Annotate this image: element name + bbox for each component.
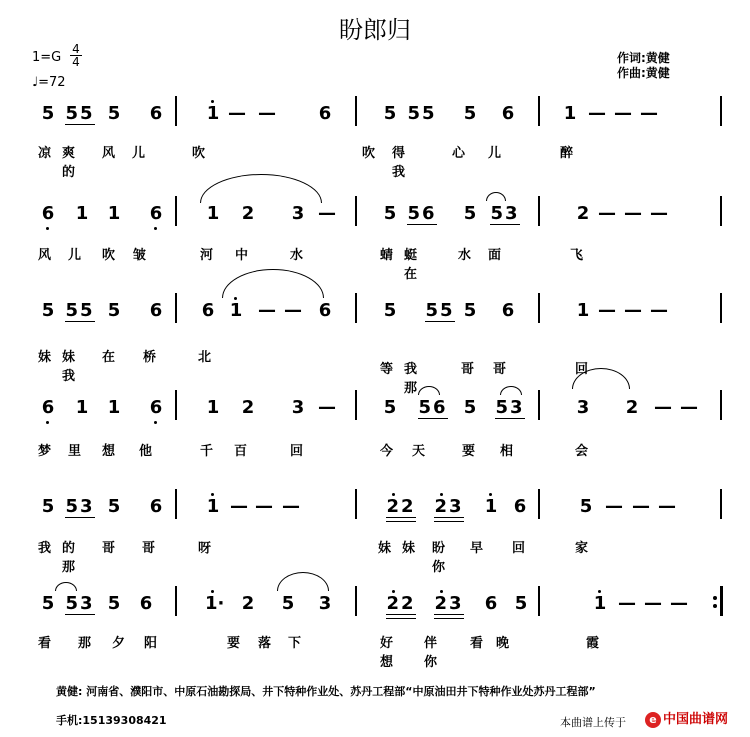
slur-arc: [277, 572, 329, 591]
bar-line: [538, 586, 540, 616]
lyric: 我: [38, 541, 52, 556]
lyric: 看: [470, 636, 484, 651]
bar-line: [355, 96, 357, 126]
lyric: 里: [68, 444, 82, 459]
slur-arc: [200, 174, 322, 203]
note: 5: [41, 300, 55, 321]
slur-arc: [500, 386, 522, 395]
octave-dot-above: [392, 590, 395, 593]
note: 53: [495, 397, 525, 418]
lyric: 呀: [198, 541, 212, 556]
lyric: 霞: [586, 636, 600, 651]
note: —: [228, 103, 246, 124]
note: 5: [107, 300, 121, 321]
octave-dot-below: [46, 227, 49, 230]
slur-arc: [418, 386, 440, 395]
note: 53: [65, 496, 95, 517]
credits: [617, 51, 670, 81]
note: 6: [149, 300, 163, 321]
bar-line: [538, 489, 540, 519]
note: —: [598, 300, 616, 321]
note: 55: [407, 103, 437, 124]
bar-line: [175, 489, 177, 519]
lyric: 他: [139, 444, 153, 459]
note: 2: [241, 593, 255, 614]
lyric: 我 那: [404, 362, 418, 396]
lyric: 醉: [560, 146, 574, 161]
lyric: 夕: [112, 636, 126, 651]
lyricist: 作词:黄健: [617, 51, 670, 65]
lyric: 风: [102, 146, 116, 161]
lyric: 相: [500, 444, 514, 459]
lyric: 中: [235, 248, 249, 263]
octave-dot-below: [154, 421, 157, 424]
key-signature: 1=G: [32, 50, 62, 65]
note: 6: [149, 103, 163, 124]
note: 5: [41, 103, 55, 124]
bar-line: [538, 390, 540, 420]
note: 5: [107, 103, 121, 124]
note: 23: [434, 594, 464, 614]
bar-line: [175, 96, 177, 126]
note: —: [624, 203, 642, 224]
note: 6: [501, 103, 515, 124]
time-signature: [70, 43, 82, 68]
note: —: [318, 203, 336, 224]
bar-line: [355, 586, 357, 616]
slur-arc: [222, 269, 324, 298]
lyric: 桥: [143, 350, 157, 365]
lyric: 哥: [102, 541, 116, 556]
bar-line: [175, 390, 177, 420]
lyric: 伴 你: [424, 636, 438, 670]
lyric: 晚: [496, 636, 510, 651]
bar-line: [538, 293, 540, 323]
note: 22: [386, 594, 416, 614]
note: —: [670, 593, 688, 614]
note: 1: [107, 397, 121, 418]
octave-dot-above: [392, 493, 395, 496]
note: 6: [513, 496, 527, 517]
note: —: [605, 496, 623, 517]
note: —: [618, 593, 636, 614]
note: 6: [139, 593, 153, 614]
octave-dot-above: [440, 590, 443, 593]
bar-line: [175, 196, 177, 226]
note: —: [230, 496, 248, 517]
lyric: 要: [462, 444, 476, 459]
slur-arc: [486, 192, 506, 201]
note: 3: [291, 203, 305, 224]
note: 6: [318, 103, 332, 124]
lyric: 回: [575, 362, 589, 377]
bar-line: [175, 293, 177, 323]
lyric: 风: [38, 248, 52, 263]
lyric: 凉: [38, 146, 52, 161]
note: 5: [383, 397, 397, 418]
song-title: 盼郎归: [339, 16, 411, 44]
lyric: 阳: [144, 636, 158, 651]
lyric: 千: [200, 444, 214, 459]
note: 6: [40, 204, 56, 224]
lyric: 得 我: [392, 146, 406, 180]
note: 5: [579, 496, 593, 517]
bar-line: [720, 586, 723, 616]
slur-arc: [55, 582, 77, 591]
octave-dot-below: [154, 227, 157, 230]
lyric: 儿: [68, 248, 82, 263]
octave-dot-above: [598, 590, 601, 593]
note: 1·: [205, 594, 221, 614]
note: —: [258, 300, 276, 321]
lyric: 那: [78, 636, 92, 651]
lyric: 回: [290, 444, 304, 459]
lyric: 吹: [362, 146, 376, 161]
lyric: 妹: [378, 541, 392, 556]
note: 2: [241, 397, 255, 418]
note: 1: [228, 301, 244, 321]
note: —: [598, 203, 616, 224]
site-logo-icon: e: [645, 712, 661, 728]
lyric: 家: [575, 541, 589, 556]
bar-line: [355, 390, 357, 420]
bar-line: [355, 489, 357, 519]
lyric: 梦: [38, 444, 52, 459]
lyric: 哥: [461, 362, 475, 377]
lyric: 妹: [402, 541, 416, 556]
note: 3: [576, 397, 590, 418]
note: —: [588, 103, 606, 124]
note: —: [624, 300, 642, 321]
note: 1: [592, 594, 608, 614]
note: 5: [463, 103, 477, 124]
note: —: [640, 103, 658, 124]
lyric: 心: [452, 146, 466, 161]
note: 22: [386, 497, 416, 517]
note: 6: [149, 496, 163, 517]
time-sig-top: 4: [72, 42, 80, 56]
note: 23: [434, 497, 464, 517]
bar-line: [175, 586, 177, 616]
note: 55: [425, 300, 455, 321]
note: 1: [563, 103, 577, 124]
note: 5: [107, 496, 121, 517]
note: 1: [75, 203, 89, 224]
lyric: 吹: [192, 146, 206, 161]
lyric: 河: [200, 248, 214, 263]
lyric: 好 想: [380, 636, 394, 670]
lyric: 天: [412, 444, 426, 459]
note: 6: [484, 593, 498, 614]
bar-line: [720, 96, 722, 126]
lyric: 要: [227, 636, 241, 651]
note: 6: [318, 300, 332, 321]
lyric: 哥: [142, 541, 156, 556]
note: —: [650, 300, 668, 321]
author-address: 黄健: 河南省、濮阳市、中原石油勘探局、井下特种作业处、苏丹工程部“中原油田井下特种作业处苏丹工程部”: [56, 685, 596, 698]
lyric: 盼 你: [432, 541, 446, 575]
note: —: [318, 397, 336, 418]
note: 1: [483, 497, 499, 517]
octave-dot-below: [46, 421, 49, 424]
lyric: 蜓 在: [404, 248, 418, 282]
lyric: 的 那: [62, 541, 76, 575]
octave-dot-above: [440, 493, 443, 496]
bar-line: [720, 390, 722, 420]
note: —: [614, 103, 632, 124]
lyric: 早: [470, 541, 484, 556]
upload-note: 本曲谱上传于: [560, 716, 626, 729]
note: 1: [206, 397, 220, 418]
site-name: 中国曲谱网: [663, 712, 729, 727]
lyric: 妹 我: [62, 350, 76, 384]
note: 53: [490, 203, 520, 224]
lyric: 爽 的: [62, 146, 76, 180]
note: —: [658, 496, 676, 517]
octave-dot-above: [211, 493, 214, 496]
note: 6: [148, 204, 164, 224]
octave-dot-above: [211, 590, 214, 593]
note: 6: [40, 398, 56, 418]
note: 5: [463, 397, 477, 418]
lyric: 皱: [133, 248, 147, 263]
lyric: 落: [258, 636, 272, 651]
lyric: 北: [198, 350, 212, 365]
octave-dot-above: [489, 493, 492, 496]
note: 56: [418, 397, 448, 418]
lyric: 今: [380, 444, 394, 459]
note: 5: [281, 593, 295, 614]
tempo-value: =72: [38, 75, 66, 90]
lyric: 水: [290, 248, 304, 263]
note: 55: [65, 103, 95, 124]
lyric: 百: [234, 444, 248, 459]
lyric: 哥: [493, 362, 507, 377]
lyric: 儿: [488, 146, 502, 161]
time-sig-bottom: 4: [70, 55, 82, 68]
lyric: 妹: [38, 350, 52, 365]
note: 1: [205, 104, 221, 124]
note: 3: [318, 593, 332, 614]
lyric: 吹: [102, 248, 116, 263]
note: —: [282, 496, 300, 517]
note: 1: [107, 203, 121, 224]
note: 5: [383, 300, 397, 321]
bar-line: [720, 489, 722, 519]
lyric: 水: [458, 248, 472, 263]
lyric: 等: [380, 362, 394, 377]
note: 6: [148, 398, 164, 418]
note: 5: [41, 496, 55, 517]
note: 53: [65, 593, 95, 614]
octave-dot-above: [211, 100, 214, 103]
lyric: 儿: [132, 146, 146, 161]
lyric: 面: [488, 248, 502, 263]
note: 3: [291, 397, 305, 418]
repeat-sign: [713, 592, 717, 612]
note: 5: [383, 103, 397, 124]
bar-line: [355, 293, 357, 323]
lyric: 会: [575, 444, 589, 459]
note: 5: [463, 203, 477, 224]
note: —: [632, 496, 650, 517]
bar-line: [355, 196, 357, 226]
note: 5: [107, 593, 121, 614]
note: —: [255, 496, 273, 517]
note: —: [680, 397, 698, 418]
note: 5: [41, 593, 55, 614]
note: 1: [206, 203, 220, 224]
note: 5: [463, 300, 477, 321]
note: 5: [514, 593, 528, 614]
lyric: 下: [288, 636, 302, 651]
lyric: 蜻: [380, 248, 394, 263]
bar-line: [538, 196, 540, 226]
author-phone: 手机:15139308421: [56, 714, 167, 727]
note: 6: [201, 300, 215, 321]
note: 5: [383, 203, 397, 224]
note: 2: [576, 203, 590, 224]
note: —: [284, 300, 302, 321]
bar-line: [538, 96, 540, 126]
note: —: [258, 103, 276, 124]
note: 1: [75, 397, 89, 418]
bar-line: [720, 293, 722, 323]
quarter-note-icon: ♩: [32, 75, 39, 90]
note: 2: [241, 203, 255, 224]
lyric: 飞: [570, 248, 584, 263]
tempo-marking: [32, 75, 66, 90]
composer: 作曲:黄健: [617, 66, 670, 80]
bar-line: [720, 196, 722, 226]
lyric: 看: [38, 636, 52, 651]
lyric: 回: [512, 541, 526, 556]
lyric: 想: [102, 444, 116, 459]
note: 2: [625, 397, 639, 418]
note: 1: [205, 497, 221, 517]
note: —: [654, 397, 672, 418]
site-logo[interactable]: [645, 708, 728, 728]
note: 6: [501, 300, 515, 321]
lyric: 在: [102, 350, 116, 365]
note: —: [650, 203, 668, 224]
note: 1: [576, 300, 590, 321]
note: 55: [65, 300, 95, 321]
note: —: [644, 593, 662, 614]
note: 56: [407, 203, 437, 224]
